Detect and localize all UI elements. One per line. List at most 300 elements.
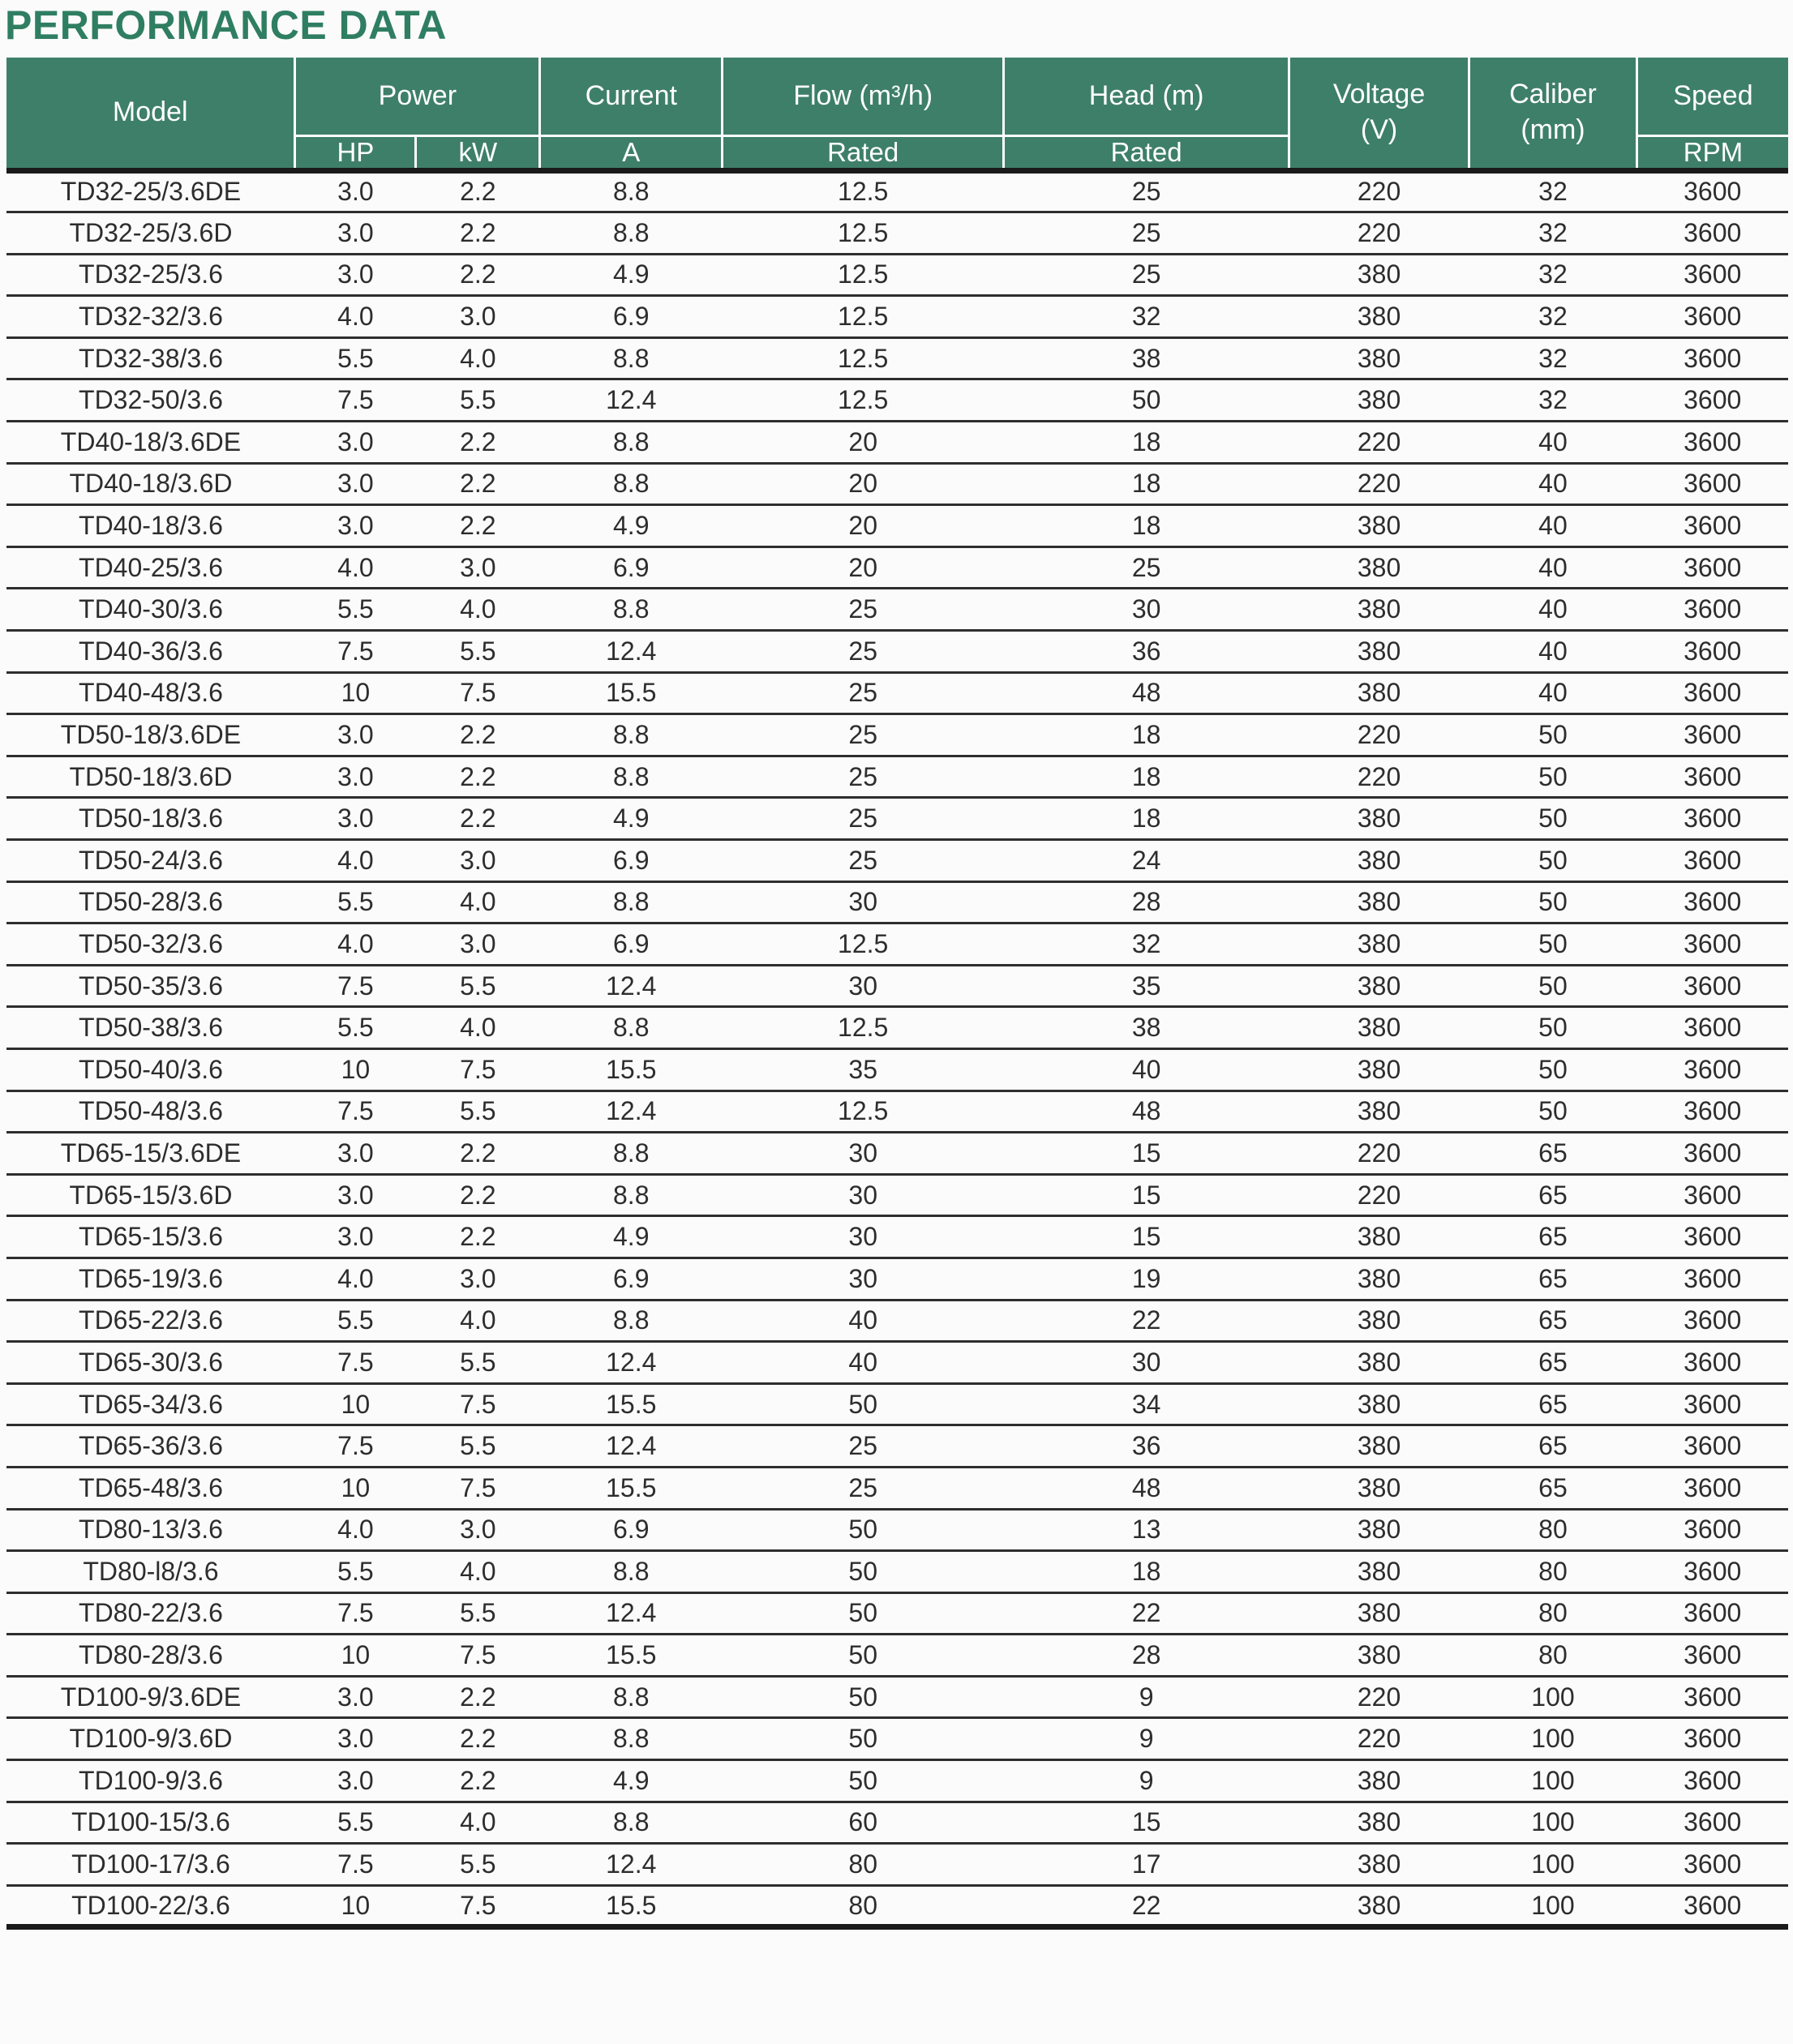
cell-voltage-v: 380 <box>1289 1007 1469 1049</box>
cell-flow-rated: 30 <box>723 1216 1004 1258</box>
cell-speed-rpm: 3600 <box>1636 672 1788 714</box>
cell-current-a: 6.9 <box>540 546 723 589</box>
table-row <box>6 1802 1788 1844</box>
cell-speed-rpm: 3600 <box>1636 546 1788 589</box>
header-caliber <box>1469 58 1636 170</box>
cell-voltage-v: 380 <box>1289 672 1469 714</box>
cell-model: TD80-l8/3.6 <box>6 1551 295 1593</box>
table-row <box>6 1467 1788 1509</box>
cell-current-a: 4.9 <box>540 1760 723 1802</box>
cell-voltage-v: 220 <box>1289 463 1469 505</box>
cell-voltage-v: 380 <box>1289 1885 1469 1927</box>
cell-power-kw: 4.0 <box>416 881 540 923</box>
cell-head-rated: 22 <box>1004 1300 1289 1342</box>
cell-power-hp: 4.0 <box>295 1258 416 1300</box>
cell-power-hp: 7.5 <box>295 1844 416 1886</box>
table-body <box>6 170 1788 1927</box>
cell-voltage-v: 380 <box>1289 1091 1469 1133</box>
cell-power-hp: 5.5 <box>295 1007 416 1049</box>
cell-flow-rated: 50 <box>723 1383 1004 1425</box>
cell-flow-rated: 80 <box>723 1844 1004 1886</box>
cell-current-a: 8.8 <box>540 756 723 798</box>
cell-caliber-mm: 100 <box>1469 1718 1636 1760</box>
cell-caliber-mm: 32 <box>1469 254 1636 296</box>
header-power-hp: HP <box>295 135 416 170</box>
cell-head-rated: 34 <box>1004 1383 1289 1425</box>
cell-power-hp: 10 <box>295 1467 416 1509</box>
cell-power-hp: 3.0 <box>295 422 416 464</box>
table-row <box>6 923 1788 966</box>
cell-power-kw: 3.0 <box>416 1258 540 1300</box>
cell-current-a: 15.5 <box>540 1383 723 1425</box>
table-row <box>6 965 1788 1007</box>
cell-model: TD32-32/3.6 <box>6 296 295 338</box>
cell-caliber-mm: 100 <box>1469 1885 1636 1927</box>
cell-flow-rated: 20 <box>723 422 1004 464</box>
cell-power-hp: 3.0 <box>295 212 416 255</box>
cell-caliber-mm: 80 <box>1469 1509 1636 1551</box>
cell-speed-rpm: 3600 <box>1636 1885 1788 1927</box>
cell-caliber-mm: 50 <box>1469 840 1636 882</box>
cell-flow-rated: 30 <box>723 881 1004 923</box>
cell-current-a: 15.5 <box>540 1048 723 1091</box>
cell-power-hp: 7.5 <box>295 379 416 422</box>
cell-head-rated: 38 <box>1004 1007 1289 1049</box>
table-row <box>6 1592 1788 1635</box>
cell-caliber-mm: 65 <box>1469 1258 1636 1300</box>
cell-current-a: 15.5 <box>540 1467 723 1509</box>
cell-power-hp: 4.0 <box>295 840 416 882</box>
cell-power-hp: 5.5 <box>295 337 416 379</box>
cell-model: TD32-25/3.6 <box>6 254 295 296</box>
cell-power-hp: 10 <box>295 1635 416 1677</box>
cell-speed-rpm: 3600 <box>1636 505 1788 547</box>
cell-power-kw: 5.5 <box>416 379 540 422</box>
cell-caliber-mm: 40 <box>1469 463 1636 505</box>
cell-speed-rpm: 3600 <box>1636 1133 1788 1175</box>
cell-voltage-v: 380 <box>1289 1216 1469 1258</box>
cell-power-hp: 4.0 <box>295 923 416 966</box>
cell-head-rated: 18 <box>1004 422 1289 464</box>
cell-flow-rated: 12.5 <box>723 254 1004 296</box>
cell-voltage-v: 380 <box>1289 1383 1469 1425</box>
cell-caliber-mm: 100 <box>1469 1676 1636 1718</box>
cell-head-rated: 18 <box>1004 714 1289 756</box>
cell-speed-rpm: 3600 <box>1636 1048 1788 1091</box>
cell-model: TD65-30/3.6 <box>6 1342 295 1384</box>
cell-power-hp: 3.0 <box>295 1760 416 1802</box>
cell-head-rated: 30 <box>1004 1342 1289 1384</box>
cell-power-kw: 2.2 <box>416 1718 540 1760</box>
cell-head-rated: 40 <box>1004 1048 1289 1091</box>
cell-speed-rpm: 3600 <box>1636 170 1788 212</box>
cell-flow-rated: 30 <box>723 1258 1004 1300</box>
cell-flow-rated: 35 <box>723 1048 1004 1091</box>
cell-power-kw: 2.2 <box>416 1760 540 1802</box>
cell-head-rated: 36 <box>1004 1425 1289 1468</box>
table-row <box>6 1718 1788 1760</box>
cell-caliber-mm: 50 <box>1469 881 1636 923</box>
cell-power-kw: 2.2 <box>416 254 540 296</box>
table-row <box>6 1635 1788 1677</box>
cell-voltage-v: 380 <box>1289 546 1469 589</box>
header-voltage <box>1289 58 1469 170</box>
cell-speed-rpm: 3600 <box>1636 965 1788 1007</box>
cell-power-kw: 4.0 <box>416 589 540 631</box>
cell-speed-rpm: 3600 <box>1636 1258 1788 1300</box>
cell-caliber-mm: 50 <box>1469 1048 1636 1091</box>
cell-power-kw: 2.2 <box>416 505 540 547</box>
cell-voltage-v: 380 <box>1289 1048 1469 1091</box>
cell-power-kw: 4.0 <box>416 1802 540 1844</box>
cell-speed-rpm: 3600 <box>1636 1091 1788 1133</box>
cell-model: TD100-17/3.6 <box>6 1844 295 1886</box>
cell-current-a: 8.8 <box>540 1300 723 1342</box>
cell-flow-rated: 50 <box>723 1718 1004 1760</box>
cell-voltage-v: 220 <box>1289 422 1469 464</box>
cell-current-a: 4.9 <box>540 254 723 296</box>
cell-caliber-mm: 80 <box>1469 1592 1636 1635</box>
cell-power-hp: 3.0 <box>295 1676 416 1718</box>
cell-power-kw: 3.0 <box>416 296 540 338</box>
cell-model: TD100-9/3.6 <box>6 1760 295 1802</box>
cell-head-rated: 28 <box>1004 1635 1289 1677</box>
cell-model: TD80-13/3.6 <box>6 1509 295 1551</box>
cell-speed-rpm: 3600 <box>1636 840 1788 882</box>
cell-head-rated: 50 <box>1004 379 1289 422</box>
cell-current-a: 8.8 <box>540 1174 723 1216</box>
cell-speed-rpm: 3600 <box>1636 1718 1788 1760</box>
cell-current-a: 8.8 <box>540 1133 723 1175</box>
cell-head-rated: 18 <box>1004 1551 1289 1593</box>
table-row <box>6 881 1788 923</box>
cell-voltage-v: 380 <box>1289 1592 1469 1635</box>
cell-speed-rpm: 3600 <box>1636 631 1788 673</box>
cell-power-hp: 3.0 <box>295 170 416 212</box>
cell-voltage-v: 380 <box>1289 254 1469 296</box>
cell-current-a: 6.9 <box>540 296 723 338</box>
cell-flow-rated: 50 <box>723 1551 1004 1593</box>
cell-current-a: 8.8 <box>540 1718 723 1760</box>
cell-model: TD65-22/3.6 <box>6 1300 295 1342</box>
cell-power-hp: 4.0 <box>295 546 416 589</box>
cell-head-rated: 18 <box>1004 798 1289 840</box>
cell-caliber-mm: 40 <box>1469 672 1636 714</box>
cell-current-a: 12.4 <box>540 1091 723 1133</box>
table-row <box>6 546 1788 589</box>
cell-power-kw: 2.2 <box>416 1174 540 1216</box>
table-row <box>6 1174 1788 1216</box>
header-speed: Speed <box>1636 58 1788 135</box>
cell-caliber-mm: 65 <box>1469 1216 1636 1258</box>
cell-head-rated: 32 <box>1004 296 1289 338</box>
cell-model: TD32-25/3.6D <box>6 212 295 255</box>
header-flow: Flow (m³/h) <box>723 58 1004 135</box>
cell-head-rated: 15 <box>1004 1174 1289 1216</box>
cell-speed-rpm: 3600 <box>1636 1300 1788 1342</box>
cell-head-rated: 35 <box>1004 965 1289 1007</box>
cell-speed-rpm: 3600 <box>1636 923 1788 966</box>
cell-model: TD100-9/3.6DE <box>6 1676 295 1718</box>
table-row <box>6 589 1788 631</box>
header-caliber-line2: (mm) <box>1521 114 1585 145</box>
table-row <box>6 1216 1788 1258</box>
table-row <box>6 1509 1788 1551</box>
cell-current-a: 12.4 <box>540 379 723 422</box>
cell-power-kw: 3.0 <box>416 840 540 882</box>
cell-power-hp: 3.0 <box>295 756 416 798</box>
cell-current-a: 8.8 <box>540 463 723 505</box>
cell-current-a: 8.8 <box>540 881 723 923</box>
cell-model: TD80-28/3.6 <box>6 1635 295 1677</box>
cell-flow-rated: 80 <box>723 1885 1004 1927</box>
cell-current-a: 8.8 <box>540 1007 723 1049</box>
cell-voltage-v: 380 <box>1289 296 1469 338</box>
cell-caliber-mm: 50 <box>1469 798 1636 840</box>
cell-power-kw: 2.2 <box>416 1216 540 1258</box>
table-row <box>6 379 1788 422</box>
table-row <box>6 756 1788 798</box>
cell-speed-rpm: 3600 <box>1636 212 1788 255</box>
cell-model: TD100-15/3.6 <box>6 1802 295 1844</box>
cell-head-rated: 28 <box>1004 881 1289 923</box>
cell-speed-rpm: 3600 <box>1636 1467 1788 1509</box>
header-power-kw: kW <box>416 135 540 170</box>
cell-flow-rated: 12.5 <box>723 1091 1004 1133</box>
table-row <box>6 1133 1788 1175</box>
table-row <box>6 798 1788 840</box>
cell-model: TD40-25/3.6 <box>6 546 295 589</box>
cell-caliber-mm: 50 <box>1469 1091 1636 1133</box>
header-current-unit: A <box>540 135 723 170</box>
cell-voltage-v: 380 <box>1289 1300 1469 1342</box>
table-row <box>6 337 1788 379</box>
cell-caliber-mm: 50 <box>1469 714 1636 756</box>
cell-caliber-mm: 65 <box>1469 1467 1636 1509</box>
cell-model: TD65-15/3.6 <box>6 1216 295 1258</box>
cell-voltage-v: 380 <box>1289 631 1469 673</box>
cell-flow-rated: 20 <box>723 463 1004 505</box>
cell-head-rated: 9 <box>1004 1760 1289 1802</box>
header-speed-rpm: RPM <box>1636 135 1788 170</box>
cell-speed-rpm: 3600 <box>1636 1551 1788 1593</box>
cell-current-a: 12.4 <box>540 631 723 673</box>
cell-speed-rpm: 3600 <box>1636 1383 1788 1425</box>
cell-head-rated: 48 <box>1004 1467 1289 1509</box>
cell-head-rated: 15 <box>1004 1133 1289 1175</box>
cell-current-a: 8.8 <box>540 212 723 255</box>
table-row <box>6 672 1788 714</box>
cell-voltage-v: 380 <box>1289 1635 1469 1677</box>
cell-model: TD50-18/3.6DE <box>6 714 295 756</box>
cell-voltage-v: 380 <box>1289 337 1469 379</box>
cell-model: TD40-30/3.6 <box>6 589 295 631</box>
cell-caliber-mm: 65 <box>1469 1174 1636 1216</box>
cell-flow-rated: 20 <box>723 546 1004 589</box>
cell-current-a: 8.8 <box>540 337 723 379</box>
table-row <box>6 714 1788 756</box>
cell-caliber-mm: 40 <box>1469 589 1636 631</box>
cell-model: TD50-32/3.6 <box>6 923 295 966</box>
cell-model: TD32-25/3.6DE <box>6 170 295 212</box>
cell-voltage-v: 380 <box>1289 1509 1469 1551</box>
cell-flow-rated: 50 <box>723 1592 1004 1635</box>
cell-power-kw: 2.2 <box>416 798 540 840</box>
cell-model: TD32-38/3.6 <box>6 337 295 379</box>
cell-caliber-mm: 32 <box>1469 170 1636 212</box>
cell-voltage-v: 380 <box>1289 1425 1469 1468</box>
cell-caliber-mm: 65 <box>1469 1133 1636 1175</box>
cell-head-rated: 22 <box>1004 1592 1289 1635</box>
cell-model: TD65-15/3.6DE <box>6 1133 295 1175</box>
cell-power-kw: 5.5 <box>416 965 540 1007</box>
cell-voltage-v: 220 <box>1289 756 1469 798</box>
cell-head-rated: 48 <box>1004 1091 1289 1133</box>
header-flow-rated: Rated <box>723 135 1004 170</box>
cell-voltage-v: 220 <box>1289 1676 1469 1718</box>
table-header <box>6 58 1788 170</box>
cell-model: TD65-15/3.6D <box>6 1174 295 1216</box>
cell-speed-rpm: 3600 <box>1636 254 1788 296</box>
cell-caliber-mm: 50 <box>1469 1007 1636 1049</box>
cell-speed-rpm: 3600 <box>1636 756 1788 798</box>
cell-caliber-mm: 65 <box>1469 1383 1636 1425</box>
cell-power-kw: 4.0 <box>416 1300 540 1342</box>
cell-power-hp: 3.0 <box>295 1133 416 1175</box>
cell-current-a: 8.8 <box>540 589 723 631</box>
cell-current-a: 12.4 <box>540 1844 723 1886</box>
cell-voltage-v: 380 <box>1289 1760 1469 1802</box>
cell-power-kw: 2.2 <box>416 756 540 798</box>
cell-caliber-mm: 65 <box>1469 1425 1636 1468</box>
cell-voltage-v: 380 <box>1289 1844 1469 1886</box>
cell-power-kw: 2.2 <box>416 422 540 464</box>
header-caliber-line1: Caliber <box>1509 79 1597 110</box>
cell-power-kw: 7.5 <box>416 1048 540 1091</box>
cell-power-hp: 3.0 <box>295 798 416 840</box>
cell-speed-rpm: 3600 <box>1636 1509 1788 1551</box>
cell-voltage-v: 380 <box>1289 1551 1469 1593</box>
cell-head-rated: 9 <box>1004 1676 1289 1718</box>
cell-flow-rated: 50 <box>723 1760 1004 1802</box>
cell-model: TD50-38/3.6 <box>6 1007 295 1049</box>
cell-current-a: 4.9 <box>540 798 723 840</box>
cell-power-kw: 7.5 <box>416 1383 540 1425</box>
cell-model: TD50-48/3.6 <box>6 1091 295 1133</box>
cell-flow-rated: 12.5 <box>723 212 1004 255</box>
cell-model: TD100-9/3.6D <box>6 1718 295 1760</box>
cell-flow-rated: 12.5 <box>723 1007 1004 1049</box>
cell-caliber-mm: 100 <box>1469 1760 1636 1802</box>
table-row <box>6 1844 1788 1886</box>
cell-current-a: 6.9 <box>540 840 723 882</box>
cell-speed-rpm: 3600 <box>1636 1425 1788 1468</box>
cell-flow-rated: 40 <box>723 1342 1004 1384</box>
cell-model: TD50-40/3.6 <box>6 1048 295 1091</box>
cell-speed-rpm: 3600 <box>1636 798 1788 840</box>
cell-current-a: 15.5 <box>540 672 723 714</box>
cell-voltage-v: 220 <box>1289 1174 1469 1216</box>
cell-power-kw: 2.2 <box>416 212 540 255</box>
cell-head-rated: 25 <box>1004 170 1289 212</box>
cell-power-kw: 3.0 <box>416 546 540 589</box>
cell-speed-rpm: 3600 <box>1636 1174 1788 1216</box>
cell-current-a: 8.8 <box>540 1802 723 1844</box>
cell-power-hp: 3.0 <box>295 1216 416 1258</box>
cell-current-a: 8.8 <box>540 170 723 212</box>
cell-current-a: 12.4 <box>540 1342 723 1384</box>
performance-table <box>6 58 1788 1930</box>
cell-current-a: 15.5 <box>540 1635 723 1677</box>
table-row <box>6 1342 1788 1384</box>
cell-voltage-v: 380 <box>1289 505 1469 547</box>
cell-power-kw: 2.2 <box>416 1676 540 1718</box>
cell-head-rated: 15 <box>1004 1216 1289 1258</box>
cell-power-kw: 5.5 <box>416 1844 540 1886</box>
header-row-top <box>6 58 1788 135</box>
table-row <box>6 1091 1788 1133</box>
header-current: Current <box>540 58 723 135</box>
cell-current-a: 8.8 <box>540 714 723 756</box>
cell-flow-rated: 25 <box>723 589 1004 631</box>
cell-head-rated: 24 <box>1004 840 1289 882</box>
cell-power-kw: 2.2 <box>416 170 540 212</box>
cell-model: TD65-19/3.6 <box>6 1258 295 1300</box>
cell-speed-rpm: 3600 <box>1636 379 1788 422</box>
cell-head-rated: 17 <box>1004 1844 1289 1886</box>
cell-power-hp: 7.5 <box>295 1091 416 1133</box>
header-head: Head (m) <box>1004 58 1289 135</box>
cell-voltage-v: 220 <box>1289 714 1469 756</box>
cell-power-kw: 3.0 <box>416 923 540 966</box>
cell-voltage-v: 380 <box>1289 1342 1469 1384</box>
cell-current-a: 12.4 <box>540 965 723 1007</box>
cell-voltage-v: 380 <box>1289 589 1469 631</box>
header-head-rated: Rated <box>1004 135 1289 170</box>
cell-speed-rpm: 3600 <box>1636 881 1788 923</box>
cell-caliber-mm: 50 <box>1469 923 1636 966</box>
cell-power-kw: 4.0 <box>416 1551 540 1593</box>
cell-caliber-mm: 100 <box>1469 1802 1636 1844</box>
cell-speed-rpm: 3600 <box>1636 337 1788 379</box>
cell-speed-rpm: 3600 <box>1636 1216 1788 1258</box>
cell-head-rated: 22 <box>1004 1885 1289 1927</box>
cell-current-a: 8.8 <box>540 422 723 464</box>
table-row <box>6 254 1788 296</box>
cell-flow-rated: 40 <box>723 1300 1004 1342</box>
cell-power-kw: 7.5 <box>416 1635 540 1677</box>
cell-power-hp: 10 <box>295 1383 416 1425</box>
cell-flow-rated: 25 <box>723 672 1004 714</box>
table-row <box>6 1425 1788 1468</box>
cell-speed-rpm: 3600 <box>1636 1007 1788 1049</box>
cell-flow-rated: 30 <box>723 1174 1004 1216</box>
cell-speed-rpm: 3600 <box>1636 1844 1788 1886</box>
cell-model: TD40-18/3.6 <box>6 505 295 547</box>
cell-caliber-mm: 32 <box>1469 337 1636 379</box>
table-row <box>6 1383 1788 1425</box>
cell-caliber-mm: 32 <box>1469 296 1636 338</box>
cell-flow-rated: 25 <box>723 798 1004 840</box>
cell-voltage-v: 380 <box>1289 965 1469 1007</box>
table-row <box>6 505 1788 547</box>
cell-flow-rated: 30 <box>723 965 1004 1007</box>
cell-voltage-v: 380 <box>1289 881 1469 923</box>
cell-head-rated: 18 <box>1004 463 1289 505</box>
cell-power-hp: 7.5 <box>295 1342 416 1384</box>
cell-power-kw: 7.5 <box>416 672 540 714</box>
cell-flow-rated: 50 <box>723 1509 1004 1551</box>
